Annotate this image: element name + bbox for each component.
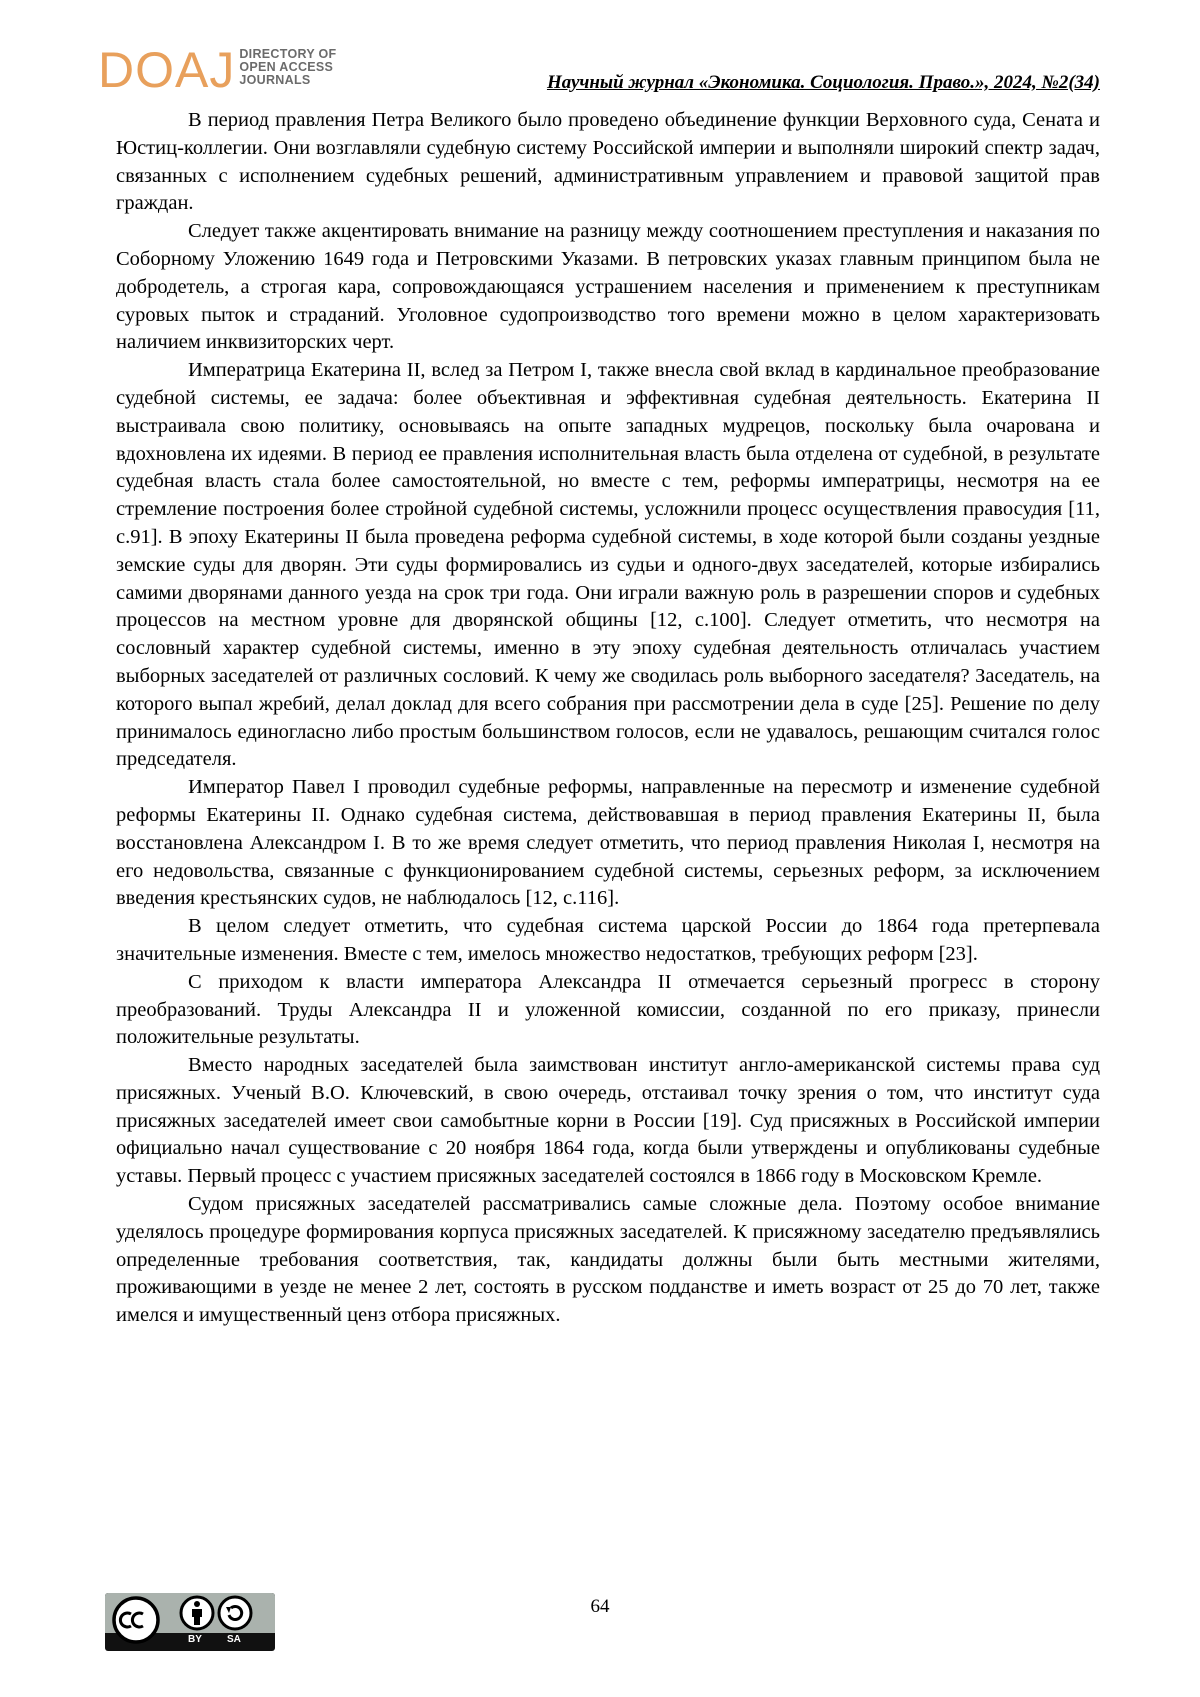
doaj-logo-mark: DOAJ xyxy=(98,44,235,96)
article-body xyxy=(116,107,1100,1330)
doaj-logo xyxy=(98,44,337,98)
paragraph: В целом следует отметить, что судебная система царской России до 1864 года претерпевала значительные изменения. Вместе с тем, имелось множество недостатков, требующих реформ [23]. xyxy=(116,913,1100,969)
sa-label: SA xyxy=(227,1634,241,1645)
page-header xyxy=(98,44,1100,100)
paragraph: Вместо народных заседателей была заимствован институт англо-американской системы права суд присяжных. Ученый В.О. Ключевский, в свою очередь, отстаивал точку зрения о том, что институт суда присяжных заседателей имеет свои самобытные корни в России [19]. Суд присяжных в Российской империи официально начал существование с 20 ноября 1864 года, когда были утверждены и опубликованы судебные уставы. Первый процесс с участием присяжных заседателей состоялся в 1866 году в Московском Кремле. xyxy=(116,1052,1100,1191)
paragraph: Императрица Екатерина II, вслед за Петром I, также внесла свой вклад в кардинальное преобразование судебной системы, ее задача: более объективная и эффективная судебная деятельность. Екатерина II выстраивала свою политику, основываясь на опыте западных мудрецов, поскольку была очарована и вдохновлена их идеями. В период ее правления исполнительная власть была отделена от судебной, в результате судебная власть стала более самостоятельной, но вместе с тем, реформы императрицы, несмотря на ее стремление построения более стройной судебной системы, усложнили процесс осуществления правосудия [11, с.91]. В эпоху Екатерины II была проведена реформа судебной системы, в ходе которой были созданы уездные земские суды для дворян. Эти суды формировались из судьи и одного-двух заседателей, которые избирались самими дворянами данного уезда на срок три года. Они играли важную роль в разрешении споров и судебных процессов на местном уровне для дворянской общины [12, с.100]. Следует отметить, что несмотря на сословный характер судебной системы, именно в эту эпоху судебная деятельность отличалась участием выборных заседателей от различных сословий. К чему же сводилась роль выборного заседателя? Заседатель, на которого выпал жребий, делал доклад для всего собрания при рассмотрении дела в суде [25]. Решение по делу принималось единогласно либо простым большинством голосов, если не удавалось, решающим считался голос председателя. xyxy=(116,357,1100,774)
paragraph: С приходом к власти императора Александра II отмечается серьезный прогресс в сторону преобразований. Труды Александра II и уложенной комиссии, созданной по его приказу, принесли положительные результаты. xyxy=(116,969,1100,1052)
paragraph: В период правления Петра Великого было проведено объединение функции Верховного суда, Сената и Юстиц-коллегии. Они возглавляли судебную систему Российской империи и выполняли широкий спектр задач, связанных с исполнением судебных решений, административным управлением и правовой защитой прав граждан. xyxy=(116,107,1100,218)
doaj-logo-line: DIRECTORY OF xyxy=(239,48,336,61)
journal-title: Научный журнал «Экономика. Социология. Право.», 2024, №2(34) xyxy=(547,72,1100,94)
doaj-logo-text xyxy=(239,48,336,87)
doaj-logo-line: OPEN ACCESS xyxy=(239,61,336,74)
paragraph: Судом присяжных заседателей рассматривались самые сложные дела. Поэтому особое внимание уделялось процедуре формирования корпуса присяжных заседателей. К присяжному заседателю предъявлялись определенные требования соответствия, так, кандидаты должны были быть местными жителями, проживающими в уезде не менее 2 лет, состоять в русском подданстве и иметь возраст от 25 до 70 лет, также имелся и имущественный ценз отбора присяжных. xyxy=(116,1191,1100,1330)
doaj-logo-line: JOURNALS xyxy=(239,74,336,87)
paragraph: Следует также акцентировать внимание на разницу между соотношением преступления и наказания по Соборному Уложению 1649 года и Петровскими Указами. В петровских указах главным принципом была не добродетель, а строгая кара, сопровождающаяся устрашением населения и применением к преступникам суровых пыток и страданий. Уголовное судопроизводство того времени можно в целом характеризовать наличием инквизиторских черт. xyxy=(116,218,1100,357)
by-label: BY xyxy=(188,1634,202,1645)
page-number: 64 xyxy=(0,1596,1200,1618)
paragraph: Император Павел I проводил судебные реформы, направленные на пересмотр и изменение судебной реформы Екатерины II. Однако судебная система, действовавшая в период правления Екатерины II, была восстановлена Александром I. В то же время следует отметить, что период правления Николая I, несмотря на его недовольства, связанные с функционированием судебной системы, серьезных реформ, за исключением введения крестьянских судов, не наблюдалось [12, с.116]. xyxy=(116,774,1100,913)
